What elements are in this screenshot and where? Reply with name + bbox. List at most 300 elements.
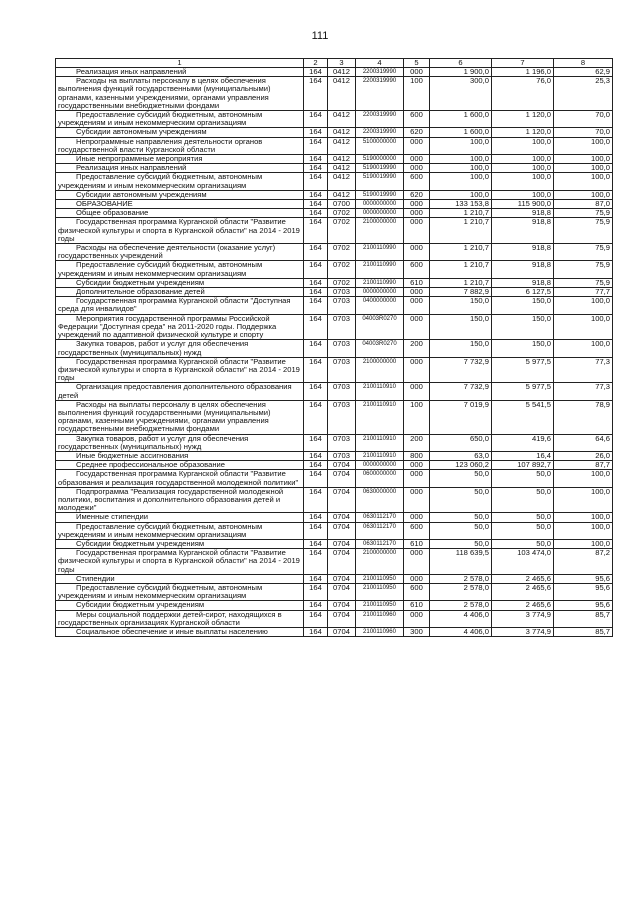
row-plan: 100,0: [430, 155, 492, 164]
row-section-code: 0704: [328, 628, 356, 637]
row-plan: 63,0: [430, 451, 492, 460]
row-target-code: 04003R0270: [356, 314, 404, 340]
row-section-code: 0412: [328, 164, 356, 173]
row-actual: 50,0: [492, 487, 554, 513]
row-percent: 95,6: [554, 583, 613, 600]
row-ministry-code: 164: [304, 400, 328, 434]
row-percent: 100,0: [554, 470, 613, 487]
row-actual: 2 465,6: [492, 574, 554, 583]
row-name: Закупка товаров, работ и услуг для обеспечения государственных (муниципальных) нужд: [56, 434, 304, 451]
row-plan: 2 578,0: [430, 601, 492, 610]
table-row: [56, 583, 613, 600]
row-percent: 78,9: [554, 400, 613, 434]
row-section-code: 0703: [328, 451, 356, 460]
table-row: [56, 111, 613, 128]
row-percent: 100,0: [554, 340, 613, 357]
table-row: [56, 522, 613, 539]
row-ministry-code: 164: [304, 434, 328, 451]
row-target-code: 2100000000: [356, 218, 404, 244]
row-percent: 100,0: [554, 539, 613, 548]
row-plan: 50,0: [430, 522, 492, 539]
row-expense-type: 000: [404, 513, 430, 522]
row-plan: 50,0: [430, 513, 492, 522]
row-plan: 50,0: [430, 470, 492, 487]
row-actual: 918,8: [492, 261, 554, 278]
row-expense-type: 600: [404, 583, 430, 600]
table-row: [56, 539, 613, 548]
row-section-code: 0704: [328, 470, 356, 487]
row-percent: 95,6: [554, 574, 613, 583]
row-name: Именные стипендии: [56, 513, 304, 522]
row-expense-type: 000: [404, 244, 430, 261]
row-section-code: 0704: [328, 487, 356, 513]
row-target-code: 2100110910: [356, 451, 404, 460]
row-section-code: 0412: [328, 111, 356, 128]
row-name: Реализация иных направлений: [56, 68, 304, 77]
row-target-code: 2100110950: [356, 583, 404, 600]
row-ministry-code: 164: [304, 549, 328, 575]
row-percent: 75,9: [554, 209, 613, 218]
row-expense-type: 600: [404, 261, 430, 278]
table-row: [56, 288, 613, 297]
row-plan: 1 900,0: [430, 68, 492, 77]
row-section-code: 0704: [328, 513, 356, 522]
row-target-code: 2100110910: [356, 383, 404, 400]
row-ministry-code: 164: [304, 610, 328, 627]
row-expense-type: 000: [404, 164, 430, 173]
row-plan: 100,0: [430, 190, 492, 199]
page-number: 111: [311, 30, 329, 42]
row-name: Стипендии: [56, 574, 304, 583]
row-expense-type: 100: [404, 400, 430, 434]
row-actual: 1 196,0: [492, 68, 554, 77]
row-actual: 918,8: [492, 209, 554, 218]
table-row: [56, 357, 613, 383]
table-row: [56, 470, 613, 487]
row-percent: 95,6: [554, 601, 613, 610]
row-actual: 3 774,9: [492, 628, 554, 637]
row-section-code: 0703: [328, 357, 356, 383]
row-plan: 50,0: [430, 487, 492, 513]
row-name: Мероприятия государственной программы Российской Федерации "Доступная среда" на 2011-2020 годы. Поддержка учреждений по адаптивной физической культуре и спорту: [56, 314, 304, 340]
row-section-code: 0412: [328, 155, 356, 164]
row-name: Общее образование: [56, 209, 304, 218]
row-plan: 2 578,0: [430, 574, 492, 583]
table-row: [56, 628, 613, 637]
row-target-code: 2100000000: [356, 549, 404, 575]
row-actual: 5 977,5: [492, 383, 554, 400]
row-target-code: 2200319990: [356, 68, 404, 77]
row-ministry-code: 164: [304, 314, 328, 340]
row-section-code: 0703: [328, 288, 356, 297]
row-name: Закупка товаров, работ и услуг для обеспечения государственных (муниципальных) нужд: [56, 340, 304, 357]
table-row: [56, 487, 613, 513]
row-ministry-code: 164: [304, 164, 328, 173]
row-name: Меры социальной поддержки детей-сирот, находящихся в государственных организациях Курганской области: [56, 610, 304, 627]
row-percent: 100,0: [554, 190, 613, 199]
row-target-code: 5100000000: [356, 137, 404, 154]
row-actual: 150,0: [492, 297, 554, 314]
row-actual: 115 900,0: [492, 200, 554, 209]
row-ministry-code: 164: [304, 209, 328, 218]
row-expense-type: 000: [404, 461, 430, 470]
row-ministry-code: 164: [304, 451, 328, 460]
row-expense-type: 610: [404, 539, 430, 548]
table-row: [56, 261, 613, 278]
row-expense-type: 620: [404, 128, 430, 137]
row-name: Подпрограмма "Реализация государственной молодежной политики, воспитания и дополнительного образования детей и молодежи": [56, 487, 304, 513]
row-section-code: 0703: [328, 314, 356, 340]
row-plan: 100,0: [430, 137, 492, 154]
row-actual: 107 892,7: [492, 461, 554, 470]
row-expense-type: 600: [404, 111, 430, 128]
table-row: [56, 68, 613, 77]
row-plan: 1 600,0: [430, 111, 492, 128]
row-ministry-code: 164: [304, 288, 328, 297]
row-actual: 1 120,0: [492, 128, 554, 137]
row-actual: 150,0: [492, 340, 554, 357]
row-target-code: 2100110960: [356, 628, 404, 637]
row-ministry-code: 164: [304, 261, 328, 278]
table-row: [56, 244, 613, 261]
row-expense-type: 000: [404, 209, 430, 218]
row-section-code: 0702: [328, 209, 356, 218]
row-section-code: 0704: [328, 461, 356, 470]
row-expense-type: 610: [404, 278, 430, 287]
row-expense-type: 200: [404, 340, 430, 357]
row-target-code: 0630000000: [356, 487, 404, 513]
row-section-code: 0703: [328, 400, 356, 434]
row-percent: 77,3: [554, 357, 613, 383]
row-expense-type: 000: [404, 68, 430, 77]
row-section-code: 0704: [328, 522, 356, 539]
row-percent: 85,7: [554, 610, 613, 627]
row-section-code: 0702: [328, 261, 356, 278]
table-row: [56, 549, 613, 575]
table-row: [56, 314, 613, 340]
budget-table: [55, 58, 613, 637]
row-section-code: 0703: [328, 434, 356, 451]
row-section-code: 0412: [328, 190, 356, 199]
row-section-code: 0704: [328, 610, 356, 627]
row-expense-type: 000: [404, 610, 430, 627]
table-row: [56, 190, 613, 199]
row-plan: 2 578,0: [430, 583, 492, 600]
row-plan: 1 210,7: [430, 244, 492, 261]
row-percent: 100,0: [554, 155, 613, 164]
row-ministry-code: 164: [304, 470, 328, 487]
row-ministry-code: 164: [304, 383, 328, 400]
row-expense-type: 000: [404, 357, 430, 383]
row-target-code: 2100110910: [356, 434, 404, 451]
row-expense-type: 000: [404, 288, 430, 297]
row-ministry-code: 164: [304, 601, 328, 610]
row-name: Предоставление субсидий бюджетным, автономным учреждениям и иным некоммерческим организациям: [56, 173, 304, 190]
row-target-code: 2200319990: [356, 128, 404, 137]
row-expense-type: 200: [404, 434, 430, 451]
row-section-code: 0704: [328, 574, 356, 583]
table-row: [56, 601, 613, 610]
row-ministry-code: 164: [304, 297, 328, 314]
row-plan: 150,0: [430, 340, 492, 357]
row-plan: 4 406,0: [430, 610, 492, 627]
row-target-code: 2200319990: [356, 111, 404, 128]
row-plan: 133 153,8: [430, 200, 492, 209]
row-target-code: 2100110950: [356, 574, 404, 583]
row-percent: 26,0: [554, 451, 613, 460]
header-cell: 4: [356, 59, 404, 68]
row-plan: 100,0: [430, 173, 492, 190]
row-name: Государственная программа Курганской области "Развитие образования и реализация государственной молодежной политики": [56, 470, 304, 487]
row-plan: 118 639,5: [430, 549, 492, 575]
row-name: Государственная программа Курганской области "Развитие физической культуры и спорта в Курганской области" на 2014 - 2019 годы: [56, 357, 304, 383]
row-percent: 77,7: [554, 288, 613, 297]
row-ministry-code: 164: [304, 155, 328, 164]
row-target-code: 2100000000: [356, 357, 404, 383]
row-actual: 100,0: [492, 173, 554, 190]
row-ministry-code: 164: [304, 111, 328, 128]
row-actual: 100,0: [492, 164, 554, 173]
row-name: Реализация иных направлений: [56, 164, 304, 173]
row-percent: 100,0: [554, 173, 613, 190]
row-percent: 100,0: [554, 164, 613, 173]
row-expense-type: 000: [404, 137, 430, 154]
row-name: Расходы на выплаты персоналу в целях обеспечения выполнения функций государственными (муниципальными) органами, казенными учреждениями, органами управления государственными внебюджетными фондами: [56, 400, 304, 434]
row-percent: 87,7: [554, 461, 613, 470]
row-plan: 100,0: [430, 164, 492, 173]
row-percent: 100,0: [554, 137, 613, 154]
table-row: [56, 400, 613, 434]
row-target-code: 2100110990: [356, 278, 404, 287]
row-actual: 5 977,5: [492, 357, 554, 383]
row-ministry-code: 164: [304, 173, 328, 190]
row-percent: 70,0: [554, 111, 613, 128]
table-row: [56, 164, 613, 173]
table-row: [56, 209, 613, 218]
row-ministry-code: 164: [304, 357, 328, 383]
table-row: [56, 513, 613, 522]
row-expense-type: 600: [404, 522, 430, 539]
row-expense-type: 000: [404, 470, 430, 487]
header-cell: 1: [56, 59, 304, 68]
table-row: [56, 461, 613, 470]
row-ministry-code: 164: [304, 513, 328, 522]
row-percent: 87,2: [554, 549, 613, 575]
row-section-code: 0412: [328, 128, 356, 137]
row-actual: 150,0: [492, 314, 554, 340]
row-section-code: 0702: [328, 278, 356, 287]
row-target-code: 5190019990: [356, 190, 404, 199]
row-ministry-code: 164: [304, 574, 328, 583]
row-target-code: 0630112170: [356, 513, 404, 522]
row-actual: 100,0: [492, 137, 554, 154]
row-target-code: 0630112170: [356, 539, 404, 548]
row-expense-type: 000: [404, 314, 430, 340]
row-section-code: 0704: [328, 539, 356, 548]
row-plan: 150,0: [430, 297, 492, 314]
row-name: Расходы на выплаты персоналу в целях обеспечения выполнения функций государственными (муниципальными) органами, казенными учреждениями, органами управления государственными внебюджетными фондами: [56, 77, 304, 111]
row-percent: 62,9: [554, 68, 613, 77]
row-actual: 100,0: [492, 155, 554, 164]
table-row: [56, 173, 613, 190]
row-target-code: 04003R0270: [356, 340, 404, 357]
row-percent: 77,3: [554, 383, 613, 400]
row-ministry-code: 164: [304, 137, 328, 154]
row-ministry-code: 164: [304, 461, 328, 470]
row-ministry-code: 164: [304, 190, 328, 199]
table-row: [56, 434, 613, 451]
row-percent: 75,9: [554, 278, 613, 287]
row-name: Иные бюджетные ассигнования: [56, 451, 304, 460]
row-actual: 50,0: [492, 539, 554, 548]
row-section-code: 0704: [328, 601, 356, 610]
row-percent: 64,6: [554, 434, 613, 451]
row-name: Субсидии автономным учреждениям: [56, 128, 304, 137]
table-row: [56, 218, 613, 244]
row-plan: 1 210,7: [430, 209, 492, 218]
row-name: Предоставление субсидий бюджетным, автономным учреждениям и иным некоммерческим организациям: [56, 583, 304, 600]
row-section-code: 0412: [328, 77, 356, 111]
row-plan: 650,0: [430, 434, 492, 451]
row-percent: 100,0: [554, 522, 613, 539]
row-name: Иные непрограммные мероприятия: [56, 155, 304, 164]
row-ministry-code: 164: [304, 68, 328, 77]
row-plan: 4 406,0: [430, 628, 492, 637]
row-expense-type: 000: [404, 383, 430, 400]
row-actual: 5 541,5: [492, 400, 554, 434]
row-actual: 50,0: [492, 522, 554, 539]
row-target-code: 0600000000: [356, 470, 404, 487]
table-row: [56, 610, 613, 627]
row-plan: 300,0: [430, 77, 492, 111]
row-section-code: 0703: [328, 340, 356, 357]
row-target-code: 0630112170: [356, 522, 404, 539]
row-actual: 100,0: [492, 190, 554, 199]
row-percent: 100,0: [554, 297, 613, 314]
row-percent: 25,3: [554, 77, 613, 111]
row-ministry-code: 164: [304, 218, 328, 244]
row-name: Расходы на обеспечение деятельности (оказание услуг) государственных учреждений: [56, 244, 304, 261]
row-target-code: 0000000000: [356, 461, 404, 470]
row-plan: 1 210,7: [430, 278, 492, 287]
row-name: Субсидии автономным учреждениям: [56, 190, 304, 199]
row-expense-type: 000: [404, 487, 430, 513]
table-row: [56, 77, 613, 111]
row-target-code: 2100110990: [356, 261, 404, 278]
row-target-code: 5190019990: [356, 164, 404, 173]
row-actual: 1 120,0: [492, 111, 554, 128]
row-plan: 123 060,2: [430, 461, 492, 470]
row-plan: 7 732,9: [430, 383, 492, 400]
row-name: Предоставление субсидий бюджетным, автономным учреждениям и иным некоммерческим организациям: [56, 111, 304, 128]
row-percent: 75,9: [554, 218, 613, 244]
header-cell: 2: [304, 59, 328, 68]
row-plan: 1 210,7: [430, 261, 492, 278]
row-actual: 103 474,0: [492, 549, 554, 575]
row-actual: 50,0: [492, 470, 554, 487]
row-section-code: 0412: [328, 137, 356, 154]
header-cell: 3: [328, 59, 356, 68]
row-percent: 100,0: [554, 487, 613, 513]
row-target-code: 0000000000: [356, 200, 404, 209]
row-target-code: 0400000000: [356, 297, 404, 314]
row-percent: 75,9: [554, 261, 613, 278]
table-row: [56, 383, 613, 400]
row-plan: 7 732,9: [430, 357, 492, 383]
row-target-code: 2200319990: [356, 77, 404, 111]
row-actual: 918,8: [492, 244, 554, 261]
row-name: Организация предоставления дополнительного образования детей: [56, 383, 304, 400]
row-section-code: 0702: [328, 218, 356, 244]
row-section-code: 0704: [328, 549, 356, 575]
row-section-code: 0412: [328, 173, 356, 190]
row-plan: 1 600,0: [430, 128, 492, 137]
row-percent: 70,0: [554, 128, 613, 137]
row-expense-type: 800: [404, 451, 430, 460]
row-expense-type: 610: [404, 601, 430, 610]
header-row: [56, 59, 613, 68]
row-actual: 50,0: [492, 513, 554, 522]
row-name: Государственная программа Курганской области "Развитие физической культуры и спорта в Курганской области" на 2014 - 2019 годы: [56, 549, 304, 575]
row-actual: 918,8: [492, 218, 554, 244]
row-expense-type: 300: [404, 628, 430, 637]
row-name: Государственная программа Курганской области "Развитие физической культуры и спорта в Курганской области" на 2014 - 2019 годы: [56, 218, 304, 244]
row-target-code: 2100110950: [356, 601, 404, 610]
row-expense-type: 000: [404, 218, 430, 244]
row-ministry-code: 164: [304, 583, 328, 600]
row-section-code: 0700: [328, 200, 356, 209]
row-actual: 918,8: [492, 278, 554, 287]
row-section-code: 0703: [328, 383, 356, 400]
row-section-code: 0703: [328, 297, 356, 314]
row-percent: 85,7: [554, 628, 613, 637]
row-ministry-code: 164: [304, 244, 328, 261]
row-ministry-code: 164: [304, 487, 328, 513]
row-actual: 2 465,6: [492, 583, 554, 600]
row-name: Субсидии бюджетным учреждениям: [56, 539, 304, 548]
row-name: Предоставление субсидий бюджетным, автономным учреждениям и иным некоммерческим организациям: [56, 522, 304, 539]
table-row: [56, 137, 613, 154]
row-section-code: 0702: [328, 244, 356, 261]
row-expense-type: 620: [404, 190, 430, 199]
row-ministry-code: 164: [304, 628, 328, 637]
row-name: Предоставление субсидий бюджетным, автономным учреждениям и иным некоммерческим организациям: [56, 261, 304, 278]
row-percent: 100,0: [554, 314, 613, 340]
row-target-code: 2100110960: [356, 610, 404, 627]
row-percent: 75,9: [554, 244, 613, 261]
row-expense-type: 000: [404, 155, 430, 164]
row-section-code: 0704: [328, 583, 356, 600]
row-ministry-code: 164: [304, 539, 328, 548]
row-actual: 76,0: [492, 77, 554, 111]
row-name: Государственная программа Курганской области "Доступная среда для инвалидов": [56, 297, 304, 314]
row-name: Субсидии бюджетным учреждениям: [56, 601, 304, 610]
row-target-code: 5190000000: [356, 155, 404, 164]
row-name: Непрограммные направления деятельности органов государственной власти Курганской области: [56, 137, 304, 154]
row-expense-type: 000: [404, 549, 430, 575]
row-actual: 419,6: [492, 434, 554, 451]
row-name: Субсидии бюджетным учреждениям: [56, 278, 304, 287]
row-target-code: 0000000000: [356, 209, 404, 218]
row-expense-type: 600: [404, 173, 430, 190]
row-percent: 100,0: [554, 513, 613, 522]
row-actual: 16,4: [492, 451, 554, 460]
header-cell: 5: [404, 59, 430, 68]
table-body: [56, 68, 613, 637]
table-row: [56, 278, 613, 287]
table-row: [56, 574, 613, 583]
row-ministry-code: 164: [304, 200, 328, 209]
